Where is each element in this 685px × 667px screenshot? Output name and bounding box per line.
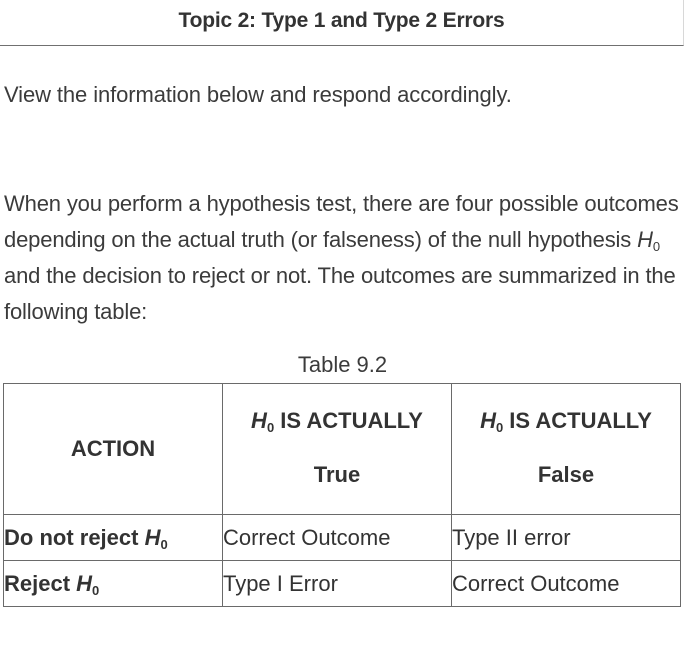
row-label-text: Reject bbox=[4, 570, 77, 596]
row-symbol: H bbox=[76, 570, 93, 596]
row-label-reject bbox=[4, 561, 223, 607]
row-symbol: H bbox=[144, 524, 161, 550]
page-header bbox=[0, 0, 684, 46]
table-header-row bbox=[4, 384, 681, 515]
true-column-header-line2: True bbox=[313, 462, 361, 487]
row-label-do-not-reject bbox=[4, 515, 223, 561]
table-caption: Table 9.2 bbox=[297, 352, 388, 377]
true-column-symbol: H bbox=[251, 408, 267, 433]
paragraph-text-end: and the decision to reject or not. The outcomes are summarized in the following table: bbox=[4, 263, 676, 324]
false-column-header bbox=[451, 384, 680, 515]
true-column-subscript: 0 bbox=[266, 420, 275, 435]
false-column-subscript: 0 bbox=[495, 420, 504, 435]
table-cell: Correct Outcome bbox=[222, 515, 451, 561]
null-hypothesis-symbol: H bbox=[637, 227, 653, 252]
paragraph-text-start: When you perform a hypothesis test, there are four possible outcomes depending on the actual truth (or falseness) of the null hypothesis bbox=[4, 191, 679, 252]
row-subscript: 0 bbox=[160, 536, 168, 552]
table-row bbox=[4, 515, 681, 561]
false-column-label: IS ACTUALLY bbox=[503, 408, 652, 433]
true-column-label: IS ACTUALLY bbox=[274, 408, 423, 433]
intro-text: View the information below and respond accordingly. bbox=[4, 82, 512, 107]
outcomes-table bbox=[3, 383, 681, 607]
action-header: ACTION bbox=[4, 384, 223, 515]
table-row bbox=[4, 561, 681, 607]
false-column-symbol: H bbox=[480, 408, 496, 433]
null-hypothesis-subscript: 0 bbox=[652, 239, 660, 254]
table-cell: Type I Error bbox=[222, 561, 451, 607]
false-column-header-line2: False bbox=[537, 462, 595, 487]
explanation-paragraph bbox=[4, 186, 684, 330]
table-cell: Type II error bbox=[451, 515, 680, 561]
true-column-header bbox=[222, 384, 451, 515]
page-title: Topic 2: Type 1 and Type 2 Errors bbox=[178, 9, 505, 32]
table-cell: Correct Outcome bbox=[451, 561, 680, 607]
row-subscript: 0 bbox=[92, 582, 100, 598]
row-label-text: Do not reject bbox=[4, 524, 145, 550]
false-column-header-line1 bbox=[452, 408, 680, 434]
true-column-header-line1 bbox=[223, 408, 451, 434]
